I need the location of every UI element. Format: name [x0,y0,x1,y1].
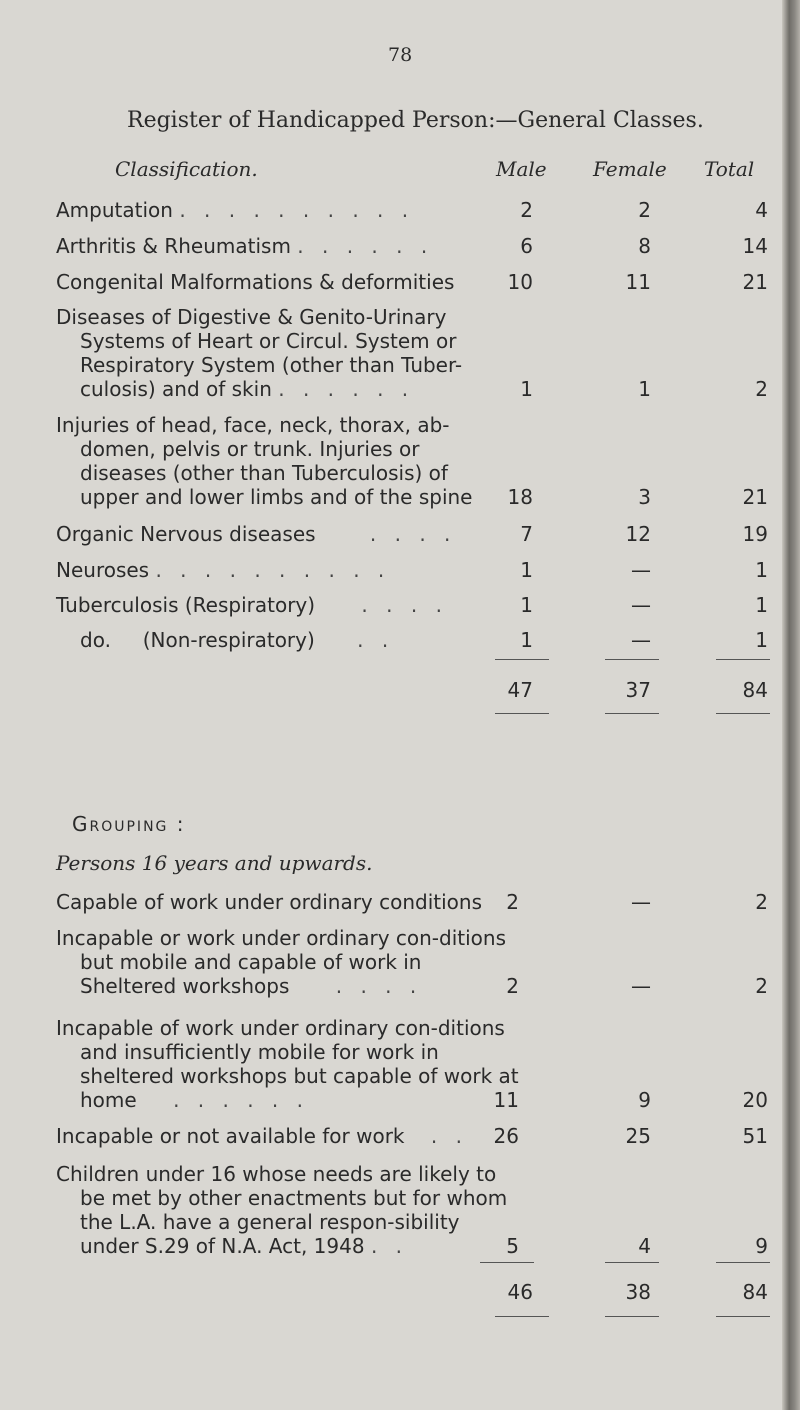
male-value: 1 [520,628,533,652]
page-number: 78 [388,44,413,66]
female-value: — [631,593,651,617]
female-value: 4 [638,1234,651,1258]
female-value: — [631,628,651,652]
divider [716,713,770,714]
male-value: 2 [520,198,533,222]
total-value: 1 [755,558,768,582]
row-label: Incapable of work under ordinary con-ditions and insufficiently mobile for work in sheltered workshops but capable of work at home . . . . . . [56,1016,519,1112]
grand-total: 84 [742,678,768,702]
total-value: 14 [742,234,768,258]
total-value: 4 [755,198,768,222]
grouping-subheading: Persons 16 years and upwards. [56,851,373,875]
male-value: 2 [506,890,519,914]
male-value: 1 [520,593,533,617]
divider [495,1316,549,1317]
table-row [0,1016,780,1116]
male-value: 11 [493,1088,519,1112]
female-value: 12 [625,522,651,546]
page-edge-shadow [782,0,800,1410]
header-female: Female [593,157,667,181]
total-value: 2 [755,377,768,401]
total-value: 21 [742,270,768,294]
row-label: Tuberculosis (Respiratory) . . . . [56,593,448,617]
total-value: 1 [755,628,768,652]
female-value: 1 [638,377,651,401]
row-label: Injuries of head, face, neck, thorax, ab-domen, pelvis or trunk. Injuries or diseases (other than Tuberculosis) of upper and lower limbs and of the spine [56,413,473,509]
table-row [0,305,780,405]
male-value: 1 [520,377,533,401]
total-value: 9 [755,1234,768,1258]
divider [605,713,659,714]
row-label: Children under 16 whose needs are likely to be met by other enactments but for whom the L.A. have a general respon-sibility under S.29 of N.A. Act, 1948 . . [56,1162,508,1258]
total-value: 2 [755,890,768,914]
row-label: Incapable or work under ordinary con-ditions but mobile and capable of work in Sheltered workshops . . . . [56,926,507,998]
divider [495,659,549,660]
male-value: 10 [507,270,533,294]
divider [480,1262,534,1263]
divider [716,659,770,660]
header-male: Male [496,157,547,181]
female-value: — [631,558,651,582]
male-value: 2 [506,974,519,998]
header-classification: Classification. [115,157,258,181]
page-title: Register of Handicapped Person:—General Classes. [127,108,704,133]
row-label: Neuroses . . . . . . . . . . [56,558,391,582]
female-value: 11 [625,270,651,294]
grand-total: 84 [742,1280,768,1304]
row-label: Incapable or not available for work . . [56,1124,468,1148]
female-total: 37 [625,678,651,702]
table-row [0,413,780,513]
grouping-heading: Grouping : [72,812,186,836]
female-value: — [631,890,651,914]
divider [605,1262,659,1263]
female-value: 9 [638,1088,651,1112]
male-value: 6 [520,234,533,258]
row-label: do. (Non-respiratory) . . [80,628,395,652]
female-value: 8 [638,234,651,258]
row-label: Arthritis & Rheumatism . . . . . . [56,234,434,258]
female-total: 38 [625,1280,651,1304]
total-value: 20 [742,1088,768,1112]
table-row [0,926,780,1006]
total-value: 21 [742,485,768,509]
total-value: 19 [742,522,768,546]
divider [605,1316,659,1317]
male-value: 18 [507,485,533,509]
table-row [0,1162,780,1262]
divider [716,1316,770,1317]
total-value: 2 [755,974,768,998]
male-total: 46 [507,1280,533,1304]
divider [495,713,549,714]
male-value: 7 [520,522,533,546]
total-value: 51 [742,1124,768,1148]
male-value: 5 [506,1234,519,1258]
male-total: 47 [507,678,533,702]
female-value: 2 [638,198,651,222]
row-label: Amputation . . . . . . . . . . [56,198,415,222]
divider [716,1262,770,1263]
male-value: 1 [520,558,533,582]
header-total: Total [704,157,755,181]
row-label: Congenital Malformations & deformities [56,270,455,294]
female-value: 25 [625,1124,651,1148]
male-value: 26 [493,1124,519,1148]
row-label: Diseases of Digestive & Genito-Urinary Systems of Heart or Circul. System or Respiratory System (other than Tuber-culosis) and of skin . . . . . . [56,305,463,401]
divider [605,659,659,660]
row-label: Capable of work under ordinary conditions [56,890,483,914]
female-value: 3 [638,485,651,509]
total-value: 1 [755,593,768,617]
row-label: Organic Nervous diseases . . . . [56,522,457,546]
female-value: — [631,974,651,998]
